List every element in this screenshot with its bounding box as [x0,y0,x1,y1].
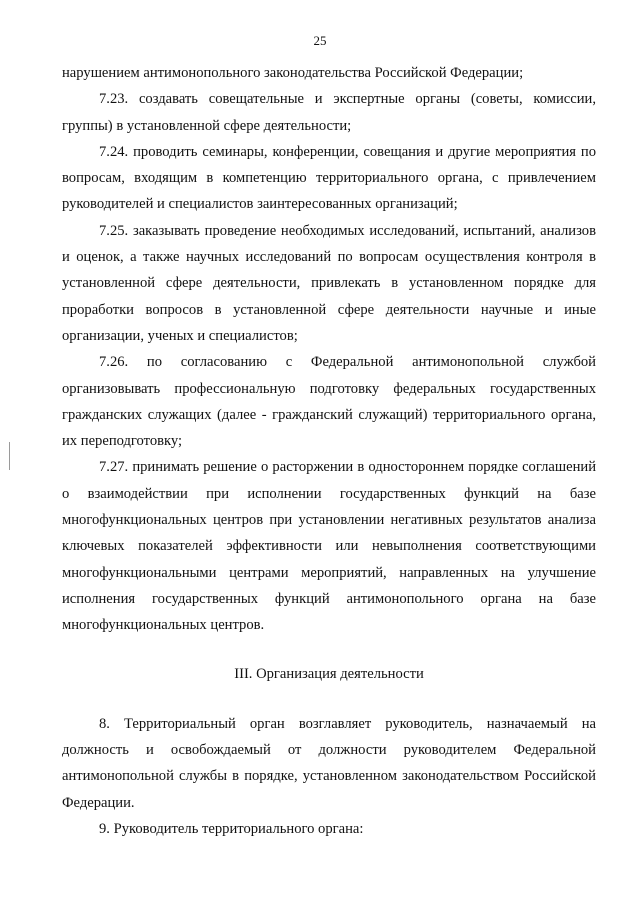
section-heading: III. Организация деятельности [234,665,424,682]
paragraph-7-25: 7.25. заказывать проведение необходимых исследований, испытаний, анализов и оценок, а также научных исследований по вопросам осуществления контроля в установленной сфере деятельности, привлекать в установленном порядке для проработки вопросов в установленной сфере деятельности научные и иные организации, ученых и специалистов; [62,222,596,344]
paragraph-7-23: 7.23. создавать совещательные и экспертные органы (советы, комиссии, группы) в установленной сфере деятельности; [62,91,596,134]
paragraph-9: 9. Руководитель территориального органа: [99,821,364,838]
document-body [62,60,596,842]
paragraph-7-24: 7.24. проводить семинары, конференции, совещания и другие мероприятия по вопросам, входящим в компетенцию территориального органа, с привлечением руководителей и специалистов заинтересованных организаций; [62,143,596,213]
paragraph-7-26: 7.26. по согласованию с Федеральной антимонопольной службой организовывать профессиональную подготовку федеральных государственных гражданских служащих (далее - гражданский служащий) территориального органа, их переподготовку; [62,354,596,450]
scan-margin-mark [9,442,10,470]
paragraph-8: 8. Территориальный орган возглавляет руководитель, назначаемый на должность и освобождаемый от должности руководителем Федеральной антимонопольной службы в порядке, установленном законодательством Российской Федерации. [62,715,596,811]
page-number: 25 [313,33,327,48]
paragraph-7-27: 7.27. принимать решение о расторжении в одностороннем порядке соглашений о взаимодействии при исполнении государственных функций на базе многофункциональных центров при установлении негативных результатов анализа ключевых показателей эффективности или невыполнения соответствующими многофункциональными центрами мероприятий, направленных на улучшение исполнения государственных функций антимонопольного органа на базе многофункциональных центров. [62,459,596,634]
paragraph-continuation: нарушением антимонопольного законодательства Российской Федерации; [62,65,524,81]
